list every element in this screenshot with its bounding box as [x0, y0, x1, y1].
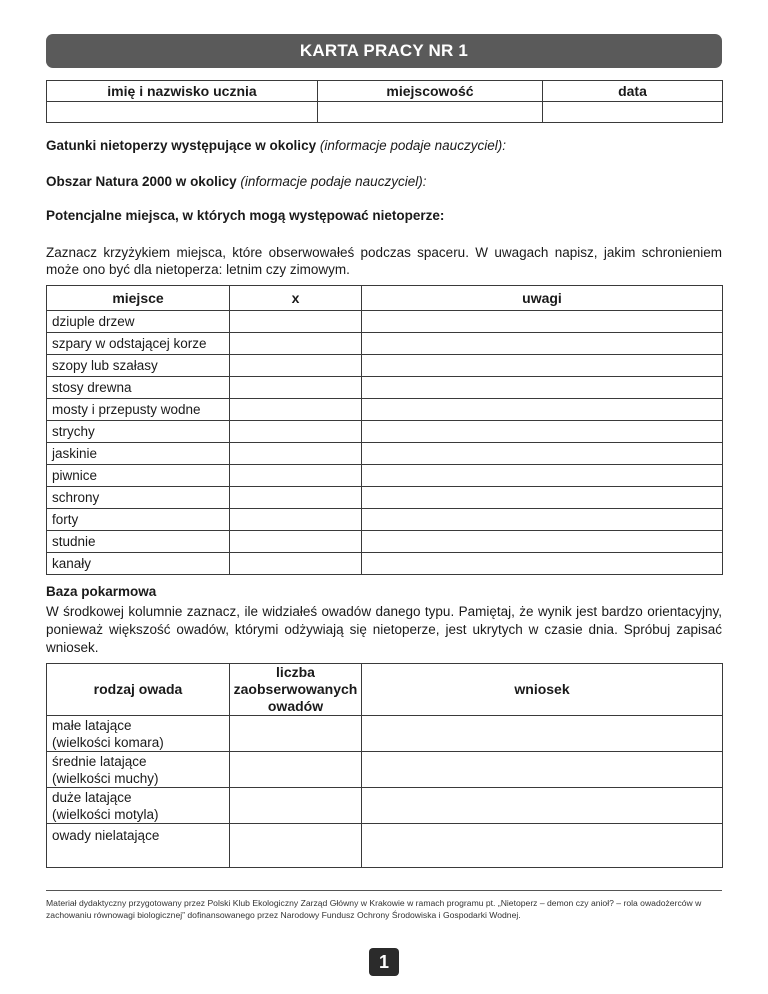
date-cell[interactable] [543, 102, 723, 123]
natura-section [46, 174, 722, 189]
insect-type: owady nielatające [47, 824, 230, 868]
conclusion-header: wniosek [362, 664, 723, 716]
places-label: Potencjalne miejsca, w których mogą występować nietoperze: [46, 208, 445, 223]
places-instruction: Zaznacz krzyżykiem miejsca, które obserwowałeś podczas spaceru. W uwagach napisz, jakim schronieniem może ono być dla nietoperza: letnim czy zimowym. [46, 245, 722, 277]
insects-header-row [47, 664, 723, 716]
remarks-cell[interactable] [362, 377, 723, 399]
table-row [47, 509, 723, 531]
insect-count-cell[interactable] [230, 752, 362, 788]
insect-count-cell[interactable] [230, 716, 362, 752]
table-row [47, 333, 723, 355]
table-row [47, 487, 723, 509]
remarks-cell[interactable] [362, 553, 723, 575]
place-name: stosy drewna [47, 377, 230, 399]
worksheet-title: KARTA PRACY NR 1 [46, 34, 722, 68]
mark-cell[interactable] [230, 333, 362, 355]
remarks-cell[interactable] [362, 509, 723, 531]
table-row [47, 355, 723, 377]
remarks-cell[interactable] [362, 311, 723, 333]
remarks-cell[interactable] [362, 421, 723, 443]
remarks-cell[interactable] [362, 443, 723, 465]
table-row [47, 752, 723, 788]
table-row [47, 553, 723, 575]
place-name: szpary w odstającej korze [47, 333, 230, 355]
mark-cell[interactable] [230, 465, 362, 487]
mark-cell[interactable] [230, 553, 362, 575]
insect-count-cell[interactable] [230, 788, 362, 824]
food-instruction: W środkowej kolumnie zaznacz, ile widziałeś owadów danego typu. Pamiętaj, że wynik jest bardzo orientacyjny, ponieważ większość owadów, którymi odżywiają się nietoperze, jest ukrytych w czasie dnia. Spróbuj zapisać wniosek. [46, 604, 722, 655]
table-row [47, 788, 723, 824]
insect-type-header: rodzaj owada [47, 664, 230, 716]
mark-cell[interactable] [230, 377, 362, 399]
remarks-cell[interactable] [362, 355, 723, 377]
species-label: Gatunki nietoperzy występujące w okolicy [46, 138, 317, 153]
place-name: kanały [47, 553, 230, 575]
places-section-title [46, 208, 722, 223]
page-number: 1 [369, 948, 399, 976]
student-info-table [46, 80, 723, 123]
mark-cell[interactable] [230, 443, 362, 465]
table-row [47, 443, 723, 465]
table-row [47, 716, 723, 752]
table-row [47, 465, 723, 487]
student-info-header-row [47, 81, 723, 102]
table-row [47, 421, 723, 443]
species-section [46, 138, 722, 153]
insects-table [46, 663, 723, 868]
insect-type: duże latające (wielkości motyla) [47, 788, 230, 824]
student-name-header: imię i nazwisko ucznia [47, 81, 318, 102]
natura-label: Obszar Natura 2000 w okolicy [46, 174, 237, 189]
mark-cell[interactable] [230, 531, 362, 553]
table-row [47, 531, 723, 553]
remarks-cell[interactable] [362, 465, 723, 487]
mark-header: x [230, 286, 362, 311]
place-header: miejsce [47, 286, 230, 311]
table-row [47, 824, 723, 868]
insect-type: małe latające (wielkości komara) [47, 716, 230, 752]
student-name-cell[interactable] [47, 102, 318, 123]
place-name: mosty i przepusty wodne [47, 399, 230, 421]
remarks-cell[interactable] [362, 333, 723, 355]
food-section-title [46, 584, 722, 599]
insect-type: średnie latające (wielkości muchy) [47, 752, 230, 788]
remarks-header: uwagi [362, 286, 723, 311]
natura-note: (informacje podaje nauczyciel): [240, 174, 427, 189]
place-name: dziuple drzew [47, 311, 230, 333]
remarks-cell[interactable] [362, 399, 723, 421]
conclusion-cell[interactable] [362, 752, 723, 788]
remarks-cell[interactable] [362, 487, 723, 509]
conclusion-cell[interactable] [362, 716, 723, 752]
table-row [47, 399, 723, 421]
table-row [47, 311, 723, 333]
place-name: piwnice [47, 465, 230, 487]
place-name: studnie [47, 531, 230, 553]
place-name: szopy lub szałasy [47, 355, 230, 377]
remarks-cell[interactable] [362, 531, 723, 553]
mark-cell[interactable] [230, 355, 362, 377]
species-note: (informacje podaje nauczyciel): [319, 138, 506, 153]
place-name: forty [47, 509, 230, 531]
mark-cell[interactable] [230, 399, 362, 421]
student-info-input-row [47, 102, 723, 123]
food-label: Baza pokarmowa [46, 584, 157, 599]
mark-cell[interactable] [230, 487, 362, 509]
table-row [47, 377, 723, 399]
conclusion-cell[interactable] [362, 824, 723, 868]
places-table [46, 285, 723, 575]
places-header-row [47, 286, 723, 311]
place-name: strychy [47, 421, 230, 443]
date-header: data [543, 81, 723, 102]
location-header: miejscowość [318, 81, 543, 102]
place-name: schrony [47, 487, 230, 509]
insect-count-header: liczba zaobserwowanych owadów [230, 664, 362, 716]
mark-cell[interactable] [230, 311, 362, 333]
conclusion-cell[interactable] [362, 788, 723, 824]
place-name: jaskinie [47, 443, 230, 465]
footer-note: Materiał dydaktyczny przygotowany przez Polski Klub Ekologiczny Zarząd Główny w Krakowie w ramach programu pt. „Nietoperz – demon czy anioł? – rola owadożerców w zachowaniu równowagi biologicznej” dofinansowanego przez Narodowy Fundusz Ochrony Środowiska i Gospodarki Wodnej. [46, 898, 702, 920]
insect-count-cell[interactable] [230, 824, 362, 868]
mark-cell[interactable] [230, 421, 362, 443]
mark-cell[interactable] [230, 509, 362, 531]
footer-divider [46, 890, 722, 891]
location-cell[interactable] [318, 102, 543, 123]
